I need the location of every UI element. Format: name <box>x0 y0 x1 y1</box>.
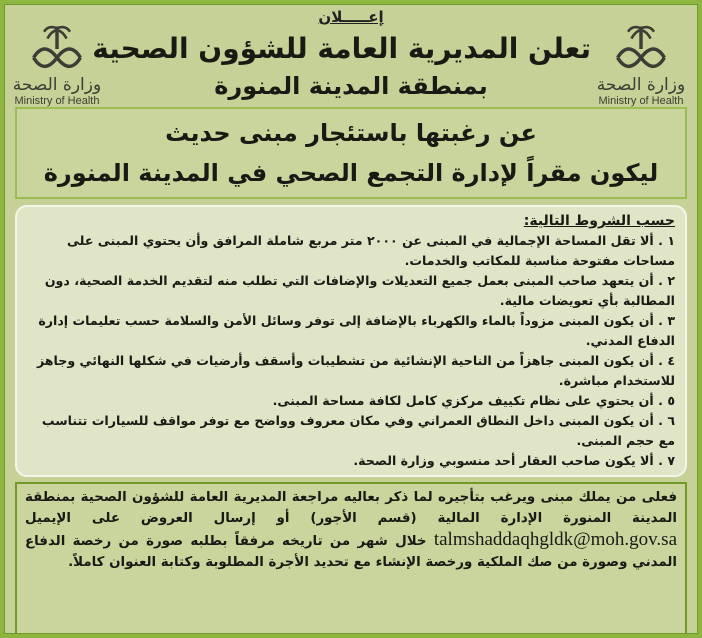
headline-line-2: ليكون مقراً لإدارة التجمع الصحي في المدينة المنورة <box>43 159 659 187</box>
headline-line-1: عن رغبتها باستئجار مبنى حديث <box>165 119 537 147</box>
instructions-text-1: فعلى من يملك مبنى ويرغب بتأجيره لما ذكر بعاليه مراجعة المديرية العامة للشؤون الصحية بمنطقة المدينة المنورة الإدارة المالية (قسم الأجور) أو إرسال العروض على الإيميل <box>25 490 677 526</box>
headline-box <box>15 107 687 199</box>
condition-item: ٤ . أن يكون المبنى جاهزاً من الناحية الإنشائية من تشطيبات وأسقف وأرضيات في شكلها النهائي وجاهز للاستخدام مباشرة. <box>36 353 675 388</box>
condition-item: ٦ . أن يكون المبنى داخل النطاق العمراني وفي مكان معروف وواضح مع توفر مواقف للسيارات تتناسب مع حجم المبنى. <box>41 413 675 448</box>
logo-english-text: Ministry of Health <box>14 95 100 107</box>
conditions-box <box>15 205 687 477</box>
announcement-label: إعـــــلان <box>318 8 384 26</box>
advertisement <box>4 4 698 634</box>
logo-english-text: Ministry of Health <box>598 95 684 107</box>
header <box>12 5 687 107</box>
palm-swords-emblem-icon <box>25 23 89 75</box>
conditions-list <box>27 231 675 471</box>
condition-item: ٧ . ألا يكون صاحب العقار أحد منسوبي وزارة الصحة. <box>353 453 675 468</box>
condition-item: ١ . ألا تقل المساحة الإجمالية في المبنى عن ٢٠٠٠ متر مربع شاملة المرافق وأن يحتوي المبنى على مساحات مفتوحة مناسبة للمكاتب والخدمات. <box>66 233 675 268</box>
logo-arabic-text: وزارة الصحة <box>12 75 102 95</box>
ministry-logo-right <box>591 23 691 108</box>
page-title: تعلن المديرية العامة للشؤون الصحية <box>92 32 591 65</box>
condition-item: ٢ . أن يتعهد صاحب المبنى بعمل جميع التعديلات والإضافات التي تطلب منه لتقديم الخدمة الصحية، دون المطالبة بأي تعويضات مالية. <box>44 273 675 308</box>
conditions-heading: حسب الشروط التالية: <box>523 213 675 229</box>
instructions-text-2: خلال شهر من تاريخه مرفقاً بطلبه صورة من رخصة الدفاع المدني وصورة من صك الملكية ورخصة الإنشاء مع تحديد الأجرة المطلوبة وكتابة العنوان كاملاً. <box>25 534 677 570</box>
palm-swords-emblem-icon <box>609 23 673 75</box>
instructions-box <box>15 482 687 633</box>
logo-arabic-text: وزارة الصحة <box>596 75 686 95</box>
contact-email-link[interactable]: talmshaddaqhgldk@moh.gov.sa <box>433 529 678 550</box>
condition-item: ٣ . أن يكون المبنى مزوداً بالماء والكهرباء بالإضافة إلى توفر وسائل الأمن والسلامة حسب تعليمات إدارة الدفاع المدني. <box>38 313 675 348</box>
condition-item: ٥ . أن يحتوي على نظام تكييف مركزي كامل لكافة مساحة المبنى. <box>272 393 675 408</box>
page-subtitle: بمنطقة المدينة المنورة <box>214 72 488 100</box>
